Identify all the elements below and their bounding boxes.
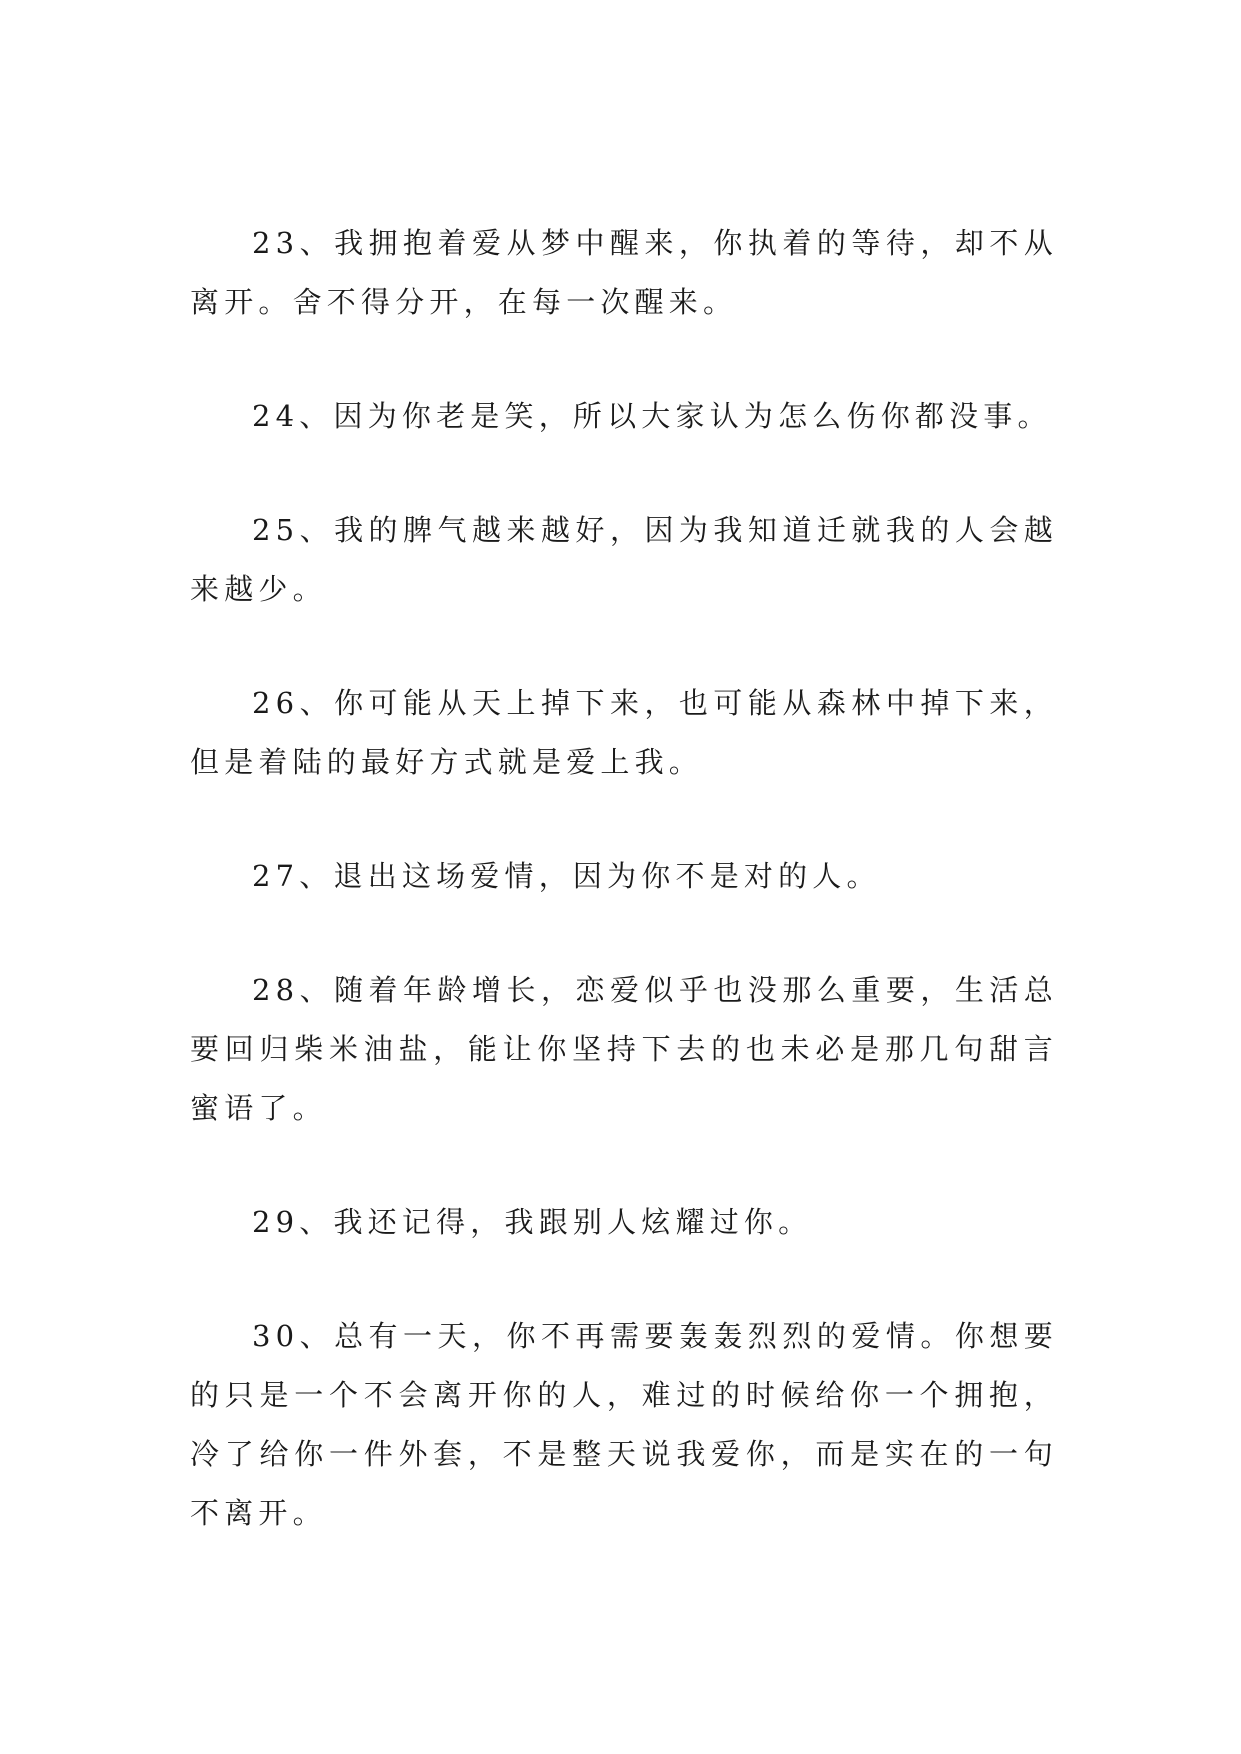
paragraph-28: 28、随着年龄增长，恋爱似乎也没那么重要，生活总要回归柴米油盐，能让你坚持下去的也未必是那几句甜言蜜语了。 — [190, 973, 1058, 1125]
paragraph-26: 26、你可能从天上掉下来，也可能从森林中掉下来，但是着陆的最好方式就是爱上我。 — [190, 686, 1058, 779]
paragraph-24: 24、因为你老是笑，所以大家认为怎么伤你都没事。 — [252, 399, 1052, 433]
document-body — [190, 214, 1058, 1598]
paragraph-29: 29、我还记得，我跟别人炫耀过你。 — [252, 1205, 813, 1239]
paragraph-23: 23、我拥抱着爱从梦中醒来，你执着的等待，却不从离开。舍不得分开，在每一次醒来。 — [190, 226, 1058, 319]
paragraph-27: 27、退出这场爱情，因为你不是对的人。 — [252, 859, 881, 893]
paragraph-25: 25、我的脾气越来越好，因为我知道迁就我的人会越来越少。 — [190, 513, 1058, 606]
paragraph-30: 30、总有一天，你不再需要轰轰烈烈的爱情。你想要的只是一个不会离开你的人，难过的时候给你一个拥抱，冷了给你一件外套，不是整天说我爱你，而是实在的一句不离开。 — [190, 1319, 1058, 1530]
